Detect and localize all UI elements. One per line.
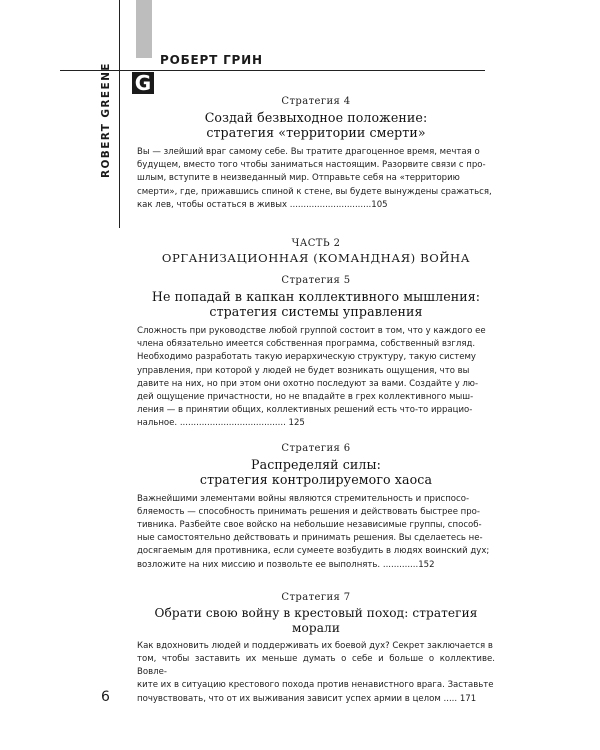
header-vertical-rule [119, 0, 120, 228]
strategy-title: Создай безвыходное положение: стратегия «территории смерти» [204, 110, 428, 140]
leader-dots: ....................................... [179, 418, 286, 429]
page-ref: 125 [288, 418, 305, 429]
header-horizontal-rule [60, 70, 485, 71]
page-number: 6 [101, 689, 110, 705]
strategy-description: Как вдохновить людей и поддерживать их боевой дух? Секрет заключается в том, чтобы заставить их меньше думать о себе и больше о коллективе. Вовле- ките их в ситуацию крестового похода против ненавистного врага. Заставьте почувствовать, что от их выживания зависит успех армии в целом ..... 171 [137, 640, 495, 704]
strategy-label: Стратегия 7 [281, 591, 351, 603]
page-ref: 105 [371, 199, 388, 210]
part-heading [137, 238, 495, 265]
strategy-label: Стратегия 5 [281, 275, 351, 287]
strategy-description: Вы — злейший враг самому себе. Вы тратите драгоценное время, мечтая о будущем, вместо того чтобы заниматься настоящим. Разорвите связи с про- шлым, вступите в неизведанный мир. Отправьте себя на «территорию смерти», где, прижавшись спиной к стене, вы будете вынуждены сражаться, как лев, чтобы остаться в живых ..............................105 [137, 147, 492, 210]
toc-entry-strategy-7 [137, 592, 495, 706]
publisher-logo-icon: G [132, 72, 154, 94]
page-ref: 171 [459, 693, 477, 704]
toc-entry-strategy-4 [137, 96, 495, 212]
part-title: ОРГАНИЗАЦИОННАЯ (КОМАНДНАЯ) ВОЙНА [161, 251, 471, 266]
strategy-description: Важнейшими элементами войны являются стремительность и приспосо- бляемость — способность принимать решения и действовать быстрее про- тивника. Разбейте свое войско на небольшие независимые группы, способ- ные самостоятельно действовать и принимать решения. Вы сделаетесь не- досягаемым для противника, если сумеете возбудить в людях воинский дух; возложите на них миссию и позвольте ее выполнять. .............152 [137, 493, 490, 570]
strategy-label: Стратегия 4 [281, 96, 351, 107]
header-gray-bar [136, 0, 152, 58]
strategy-title: Не попадай в капкан коллективного мышления: стратегия системы управления [151, 289, 481, 320]
toc-entry-strategy-6 [137, 443, 495, 572]
leader-dots: ............. [382, 559, 419, 570]
strategy-title: Обрати свою войну в крестовый поход: стратегия морали [154, 605, 478, 635]
strategy-label: Стратегия 6 [281, 442, 351, 454]
part-label: ЧАСТЬ 2 [291, 238, 341, 250]
strategy-description: Сложность при руководстве любой группой состоит в том, что у каждого ее члена обязательно имеется собственная программа, собственный взгляд. Необходимо разработать такую иерархическую структуру, такую систему управления, при которой у людей не будет возникать ощущения, что вы давите на них, но при этом они охотно последуют за вами. Создайте у лю- дей ощущение причастности, но не впадайте в грех коллективного мыш- ления — в принятии общих, коллективных решений есть что-то иррацио- нальное. ....................................... 125 [137, 326, 486, 429]
side-author-vertical: ROBERT GREENE [100, 62, 112, 178]
running-header-author: РОБЕРТ ГРИН [160, 53, 263, 67]
strategy-title: Распределяй силы: стратегия контролируемого хаоса [199, 456, 433, 487]
toc-entry-strategy-5 [137, 275, 495, 431]
leader-dots: .............................. [289, 199, 372, 210]
page-ref: 152 [418, 559, 435, 570]
leader-dots: ..... [443, 693, 458, 704]
table-of-contents [137, 96, 495, 706]
